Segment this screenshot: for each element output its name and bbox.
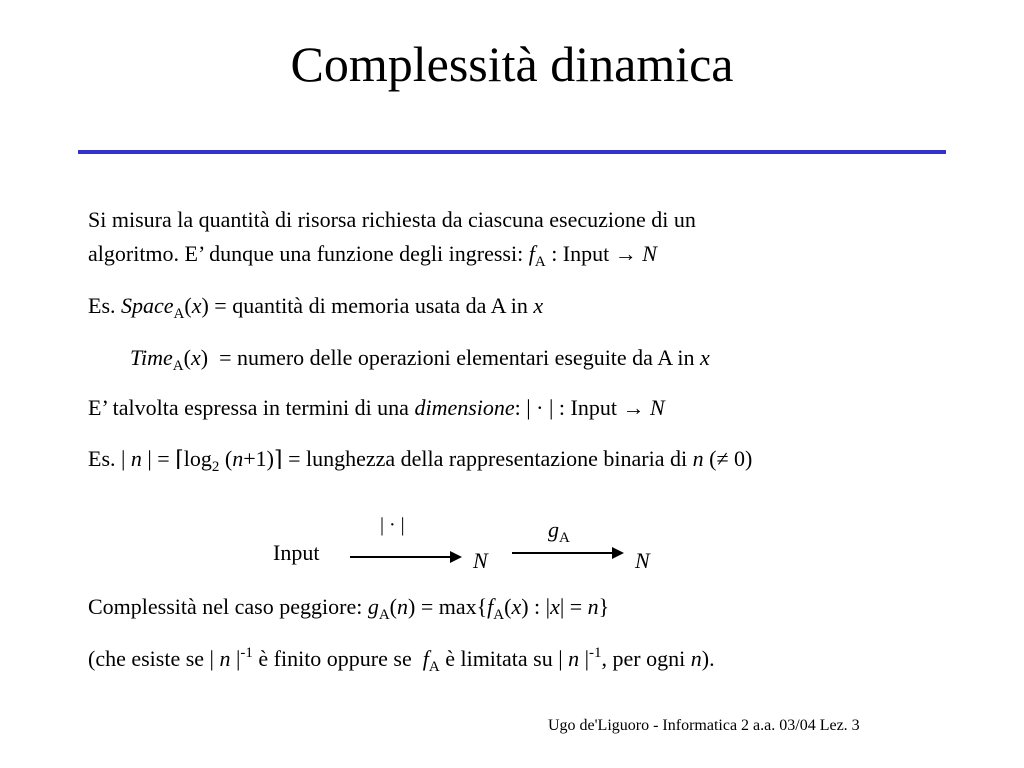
paragraph-line-1: [88, 207, 696, 233]
var-n: n: [692, 446, 704, 471]
diagram-N-1: [473, 548, 488, 574]
symbol-g: g: [548, 517, 559, 542]
text: E’ talvolta espressa in termini di una: [88, 395, 415, 420]
existence-line: [88, 645, 715, 675]
diagram-size-label: | · |: [380, 514, 405, 536]
text: Es.: [88, 293, 121, 318]
text: : | · | : Input →: [514, 395, 650, 420]
diagram-N-2: [635, 548, 650, 574]
symbol-N: N: [635, 548, 650, 573]
text: ).: [701, 646, 715, 671]
text: Es. |: [88, 446, 131, 471]
var-x: x: [533, 293, 544, 318]
subscript: A: [428, 659, 440, 675]
subscript: A: [493, 607, 505, 623]
var-n: n: [690, 646, 702, 671]
function-name: Time: [130, 345, 173, 370]
diagram-g-label: [548, 517, 570, 546]
text: è limitata su |: [439, 646, 569, 671]
example-time: [130, 345, 710, 374]
paren: (: [389, 594, 397, 619]
text: Si misura la quantità di risorsa richiesta da ciascuna esecuzione di un: [88, 207, 696, 232]
text: è finito oppure se: [252, 646, 423, 671]
text: (che esiste se |: [88, 646, 220, 671]
text: Complessità nel caso peggiore:: [88, 594, 368, 619]
var-x: x: [511, 594, 522, 619]
var-x: x: [550, 594, 560, 619]
var-x: x: [190, 345, 201, 370]
subscript: A: [173, 306, 185, 322]
paren: (: [504, 594, 512, 619]
symbol-f: f: [528, 241, 535, 266]
subscript: A: [559, 530, 570, 546]
paren: (: [183, 345, 191, 370]
text: , per ogni: [601, 646, 691, 671]
var-n: n: [219, 646, 231, 671]
text: (≠ 0): [703, 446, 753, 471]
subscript: A: [378, 607, 390, 623]
paren: ): [200, 345, 209, 370]
brace: }: [598, 594, 610, 619]
slide-footer: Ugo de'Liguoro - Informatica 2 a.a. 03/04 Lez. 3: [548, 717, 860, 734]
title-divider: [78, 150, 946, 154]
var-n: n: [587, 594, 599, 619]
example-space: [88, 293, 544, 322]
paren: (: [184, 293, 192, 318]
var-n: n: [568, 646, 580, 671]
symbol-N: N: [649, 395, 665, 420]
subscript: 2: [211, 459, 220, 475]
var-x: x: [700, 345, 710, 370]
symbol-f: f: [487, 594, 494, 619]
text: = numero delle operazioni elementari eseguite da A in: [208, 345, 701, 370]
text: = quantità di memoria usata da A in: [208, 293, 534, 318]
text: (: [219, 446, 233, 471]
subscript: A: [172, 358, 184, 374]
text: algoritmo. E’ dunque una funzione degli ingressi:: [88, 241, 529, 266]
var-x: x: [191, 293, 202, 318]
diagram-arrow-1: [350, 556, 460, 558]
subscript: A: [534, 254, 546, 270]
function-name: Space: [121, 293, 174, 318]
var-n: n: [130, 446, 142, 471]
slide-title: Complessità dinamica: [290, 36, 734, 92]
text: +1)⌉ = lunghezza della rappresentazione binaria di: [243, 446, 693, 471]
dimension-word: dimensione: [414, 395, 515, 420]
var-n: n: [232, 446, 244, 471]
superscript: -1: [589, 645, 602, 661]
text: |: [230, 646, 241, 671]
example-log: [88, 446, 753, 475]
diagram-arrow-2: [512, 552, 622, 554]
symbol-g: g: [367, 594, 379, 619]
diagram-input-label: Input: [273, 540, 320, 565]
text: |: [579, 646, 590, 671]
text: ) : |: [521, 594, 551, 619]
text: | = ⌈log: [141, 446, 212, 471]
text: ) = max{: [408, 594, 488, 619]
text: : Input →: [545, 241, 643, 266]
text: | =: [559, 594, 588, 619]
symbol-N: N: [473, 548, 488, 573]
dimension-line: [88, 395, 665, 421]
worst-case-line: [88, 594, 610, 623]
paren: ): [201, 293, 209, 318]
symbol-f: f: [422, 646, 429, 671]
superscript: -1: [240, 645, 253, 661]
symbol-N: N: [642, 241, 657, 266]
var-n: n: [397, 594, 408, 619]
paragraph-line-2: [88, 241, 657, 270]
